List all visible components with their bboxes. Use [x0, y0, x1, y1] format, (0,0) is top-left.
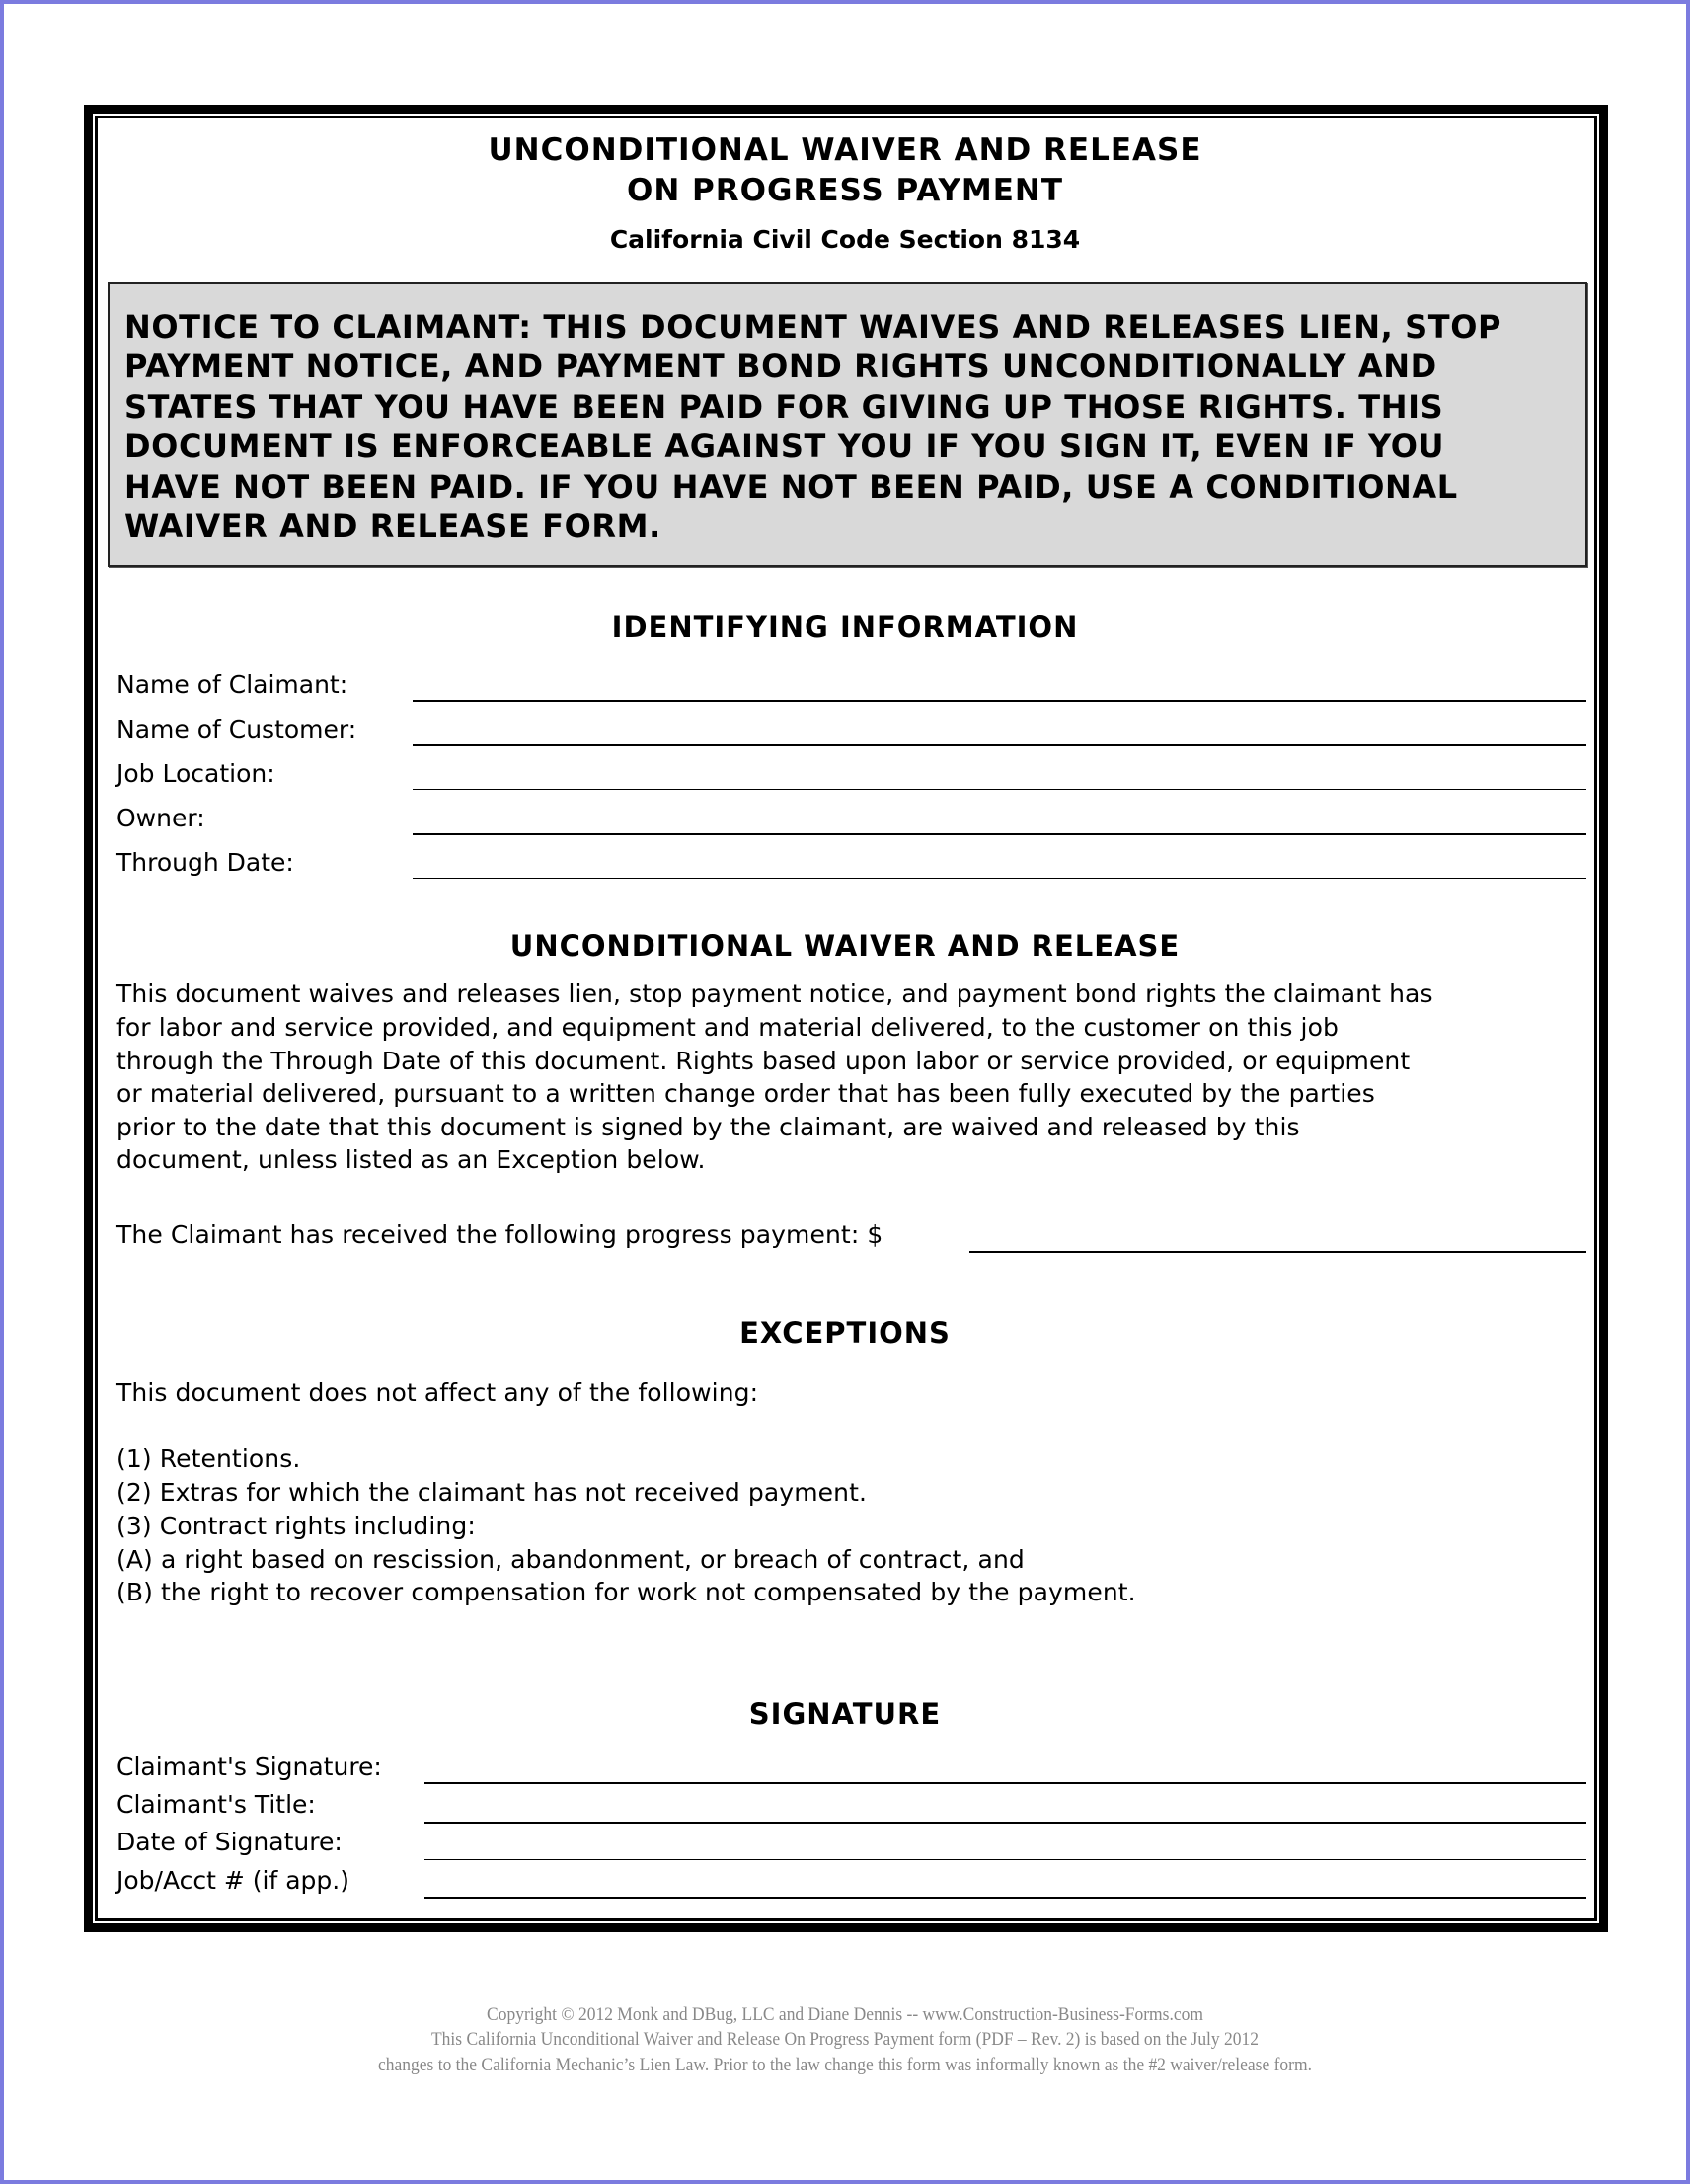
waiver-text-line: through the Through Date of this document. Rights based upon labor or service provided, or equipment	[116, 1047, 1411, 1075]
exception-item: (1) Retentions.	[116, 1444, 301, 1473]
job-acct-label: Job/Acct # (if app.)	[116, 1866, 349, 1895]
owner-field[interactable]	[413, 833, 1586, 835]
waiver-text-line: document, unless listed as an Exception below.	[116, 1145, 706, 1174]
signature-label: Claimant's Signature:	[116, 1753, 382, 1781]
through-date-field[interactable]	[413, 878, 1586, 879]
field-label: Job Location:	[116, 759, 275, 788]
form-subtitle: California Civil Code Section 8134	[609, 225, 1081, 254]
claimant-title-field[interactable]	[424, 1822, 1586, 1824]
date-label: Date of Signature:	[116, 1828, 343, 1856]
notice-line: WAIVER AND RELEASE FORM.	[124, 507, 661, 545]
footer-note: changes to the California Mechanic’s Lien Law. Prior to the law change this form was informally known as the #2 waiver/release form.	[378, 2055, 1312, 2075]
exception-item: (A) a right based on rescission, abandonment, or breach of contract, and	[116, 1545, 1025, 1574]
notice-line: STATES THAT YOU HAVE BEEN PAID FOR GIVING UP THOSE RIGHTS. THIS	[124, 388, 1444, 426]
exception-item: (2) Extras for which the claimant has not received payment.	[116, 1478, 868, 1507]
claimant-name-field[interactable]	[413, 700, 1586, 702]
section-heading-identifying: IDENTIFYING INFORMATION	[611, 610, 1079, 644]
notice-line: NOTICE TO CLAIMANT: THIS DOCUMENT WAIVES AND RELEASES LIEN, STOP	[124, 308, 1502, 346]
title-label: Claimant's Title:	[116, 1790, 316, 1819]
section-heading-exceptions: EXCEPTIONS	[739, 1316, 951, 1350]
notice-box	[108, 282, 1587, 567]
payment-amount-field[interactable]	[969, 1251, 1586, 1253]
notice-line: PAYMENT NOTICE, AND PAYMENT BOND RIGHTS UNCONDITIONALLY AND	[124, 348, 1437, 385]
section-heading-waiver: UNCONDITIONAL WAIVER AND RELEASE	[509, 929, 1181, 963]
notice-line: HAVE NOT BEEN PAID. IF YOU HAVE NOT BEEN PAID, USE A CONDITIONAL	[124, 468, 1458, 506]
field-label: Owner:	[116, 804, 205, 832]
claimant-signature-field[interactable]	[424, 1782, 1586, 1784]
waiver-text-line: This document waives and releases lien, stop payment notice, and payment bond rights the claimant has	[116, 979, 1433, 1008]
form-title-line2: ON PROGRESS PAYMENT	[626, 173, 1064, 208]
field-label: Through Date:	[116, 848, 294, 877]
exceptions-intro: This document does not affect any of the following:	[116, 1378, 759, 1407]
job-acct-field[interactable]	[424, 1897, 1586, 1899]
waiver-text-line: prior to the date that this document is signed by the claimant, are waived and released by this	[116, 1113, 1300, 1141]
footer-copyright: Copyright © 2012 Monk and DBug, LLC and Diane Dennis -- www.Construction-Business-Forms.com	[487, 2004, 1203, 2025]
signature-date-field[interactable]	[424, 1859, 1586, 1860]
notice-line: DOCUMENT IS ENFORCEABLE AGAINST YOU IF YOU SIGN IT, EVEN IF YOU	[124, 428, 1445, 465]
customer-name-field[interactable]	[413, 744, 1586, 746]
waiver-text-line: for labor and service provided, and equipment and material delivered, to the customer on this job	[116, 1013, 1339, 1042]
form-title: UNCONDITIONAL WAIVER AND RELEASE	[488, 132, 1202, 168]
payment-label: The Claimant has received the following progress payment: $	[116, 1220, 883, 1249]
exception-item: (B) the right to recover compensation for work not compensated by the payment.	[116, 1578, 1136, 1606]
section-heading-signature: SIGNATURE	[748, 1697, 942, 1731]
footer-note: This California Unconditional Waiver and Release On Progress Payment form (PDF – Rev. 2) is based on the July 2012	[430, 2029, 1259, 2050]
job-location-field[interactable]	[413, 789, 1586, 790]
waiver-text-line: or material delivered, pursuant to a written change order that has been fully executed by the parties	[116, 1079, 1375, 1108]
exception-item: (3) Contract rights including:	[116, 1512, 476, 1540]
field-label: Name of Customer:	[116, 715, 357, 743]
field-label: Name of Claimant:	[116, 670, 348, 699]
